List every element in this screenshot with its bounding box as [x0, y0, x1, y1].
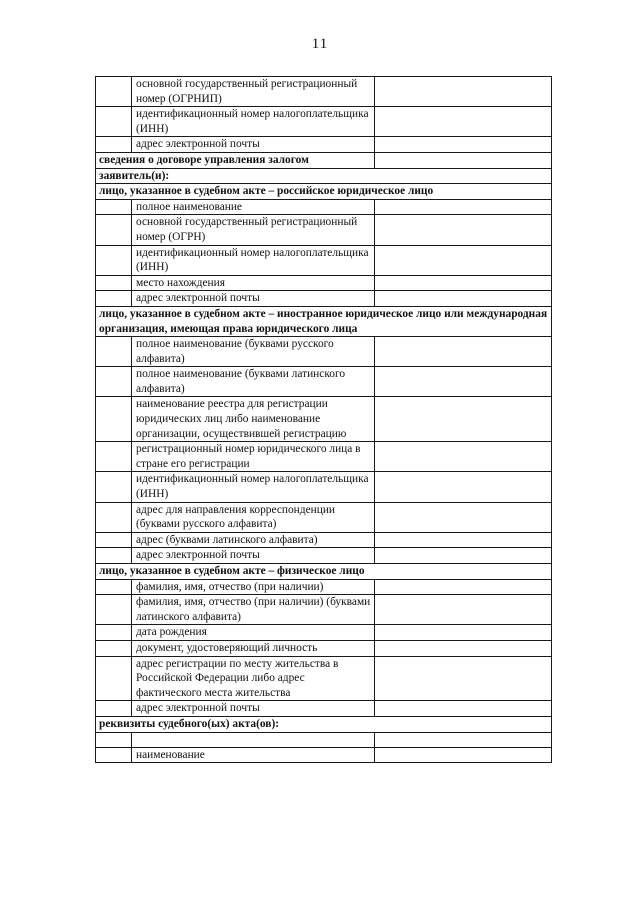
indent-cell	[96, 77, 132, 107]
indent-cell	[96, 747, 132, 763]
field-value-cell[interactable]	[375, 291, 552, 307]
field-label: адрес электронной почты	[132, 137, 375, 153]
section-heading: реквизиты судебного(ых) акта(ов):	[96, 716, 552, 732]
indent-cell	[96, 215, 132, 245]
form-row	[96, 472, 552, 502]
field-label: основной государственный регистрационный номер (ОГРНИП)	[132, 77, 375, 107]
field-value-cell[interactable]	[375, 532, 552, 548]
field-value-cell[interactable]	[375, 107, 552, 137]
indent-cell	[96, 640, 132, 656]
field-label: идентификационный номер налогоплательщика (ИНН)	[132, 107, 375, 137]
field-label: наименование реестра для регистрации юридических лиц либо наименование организации, осуществившей регистрацию	[132, 397, 375, 442]
field-value-cell[interactable]	[375, 656, 552, 701]
field-value-cell[interactable]	[375, 442, 552, 472]
form-row	[96, 137, 552, 153]
field-label: регистрационный номер юридического лица в стране его регистрации	[132, 442, 375, 472]
section-heading-row	[96, 168, 552, 184]
field-label: полное наименование (буквами русского алфавита)	[132, 337, 375, 367]
field-label: идентификационный номер налогоплательщика (ИНН)	[132, 472, 375, 502]
field-value-cell[interactable]	[375, 625, 552, 641]
field-value-cell[interactable]	[375, 747, 552, 763]
field-label: полное наименование (буквами латинского алфавита)	[132, 367, 375, 397]
field-value-cell[interactable]	[375, 77, 552, 107]
indent-cell	[96, 472, 132, 502]
field-label: адрес регистрации по месту жительства в Российской Федерации либо адрес фактического места жительства	[132, 656, 375, 701]
field-value-cell[interactable]	[375, 245, 552, 275]
indent-cell	[96, 548, 132, 564]
section-heading-row	[96, 306, 552, 336]
form-row	[96, 215, 552, 245]
indent-cell	[96, 107, 132, 137]
form-row	[96, 337, 552, 367]
field-label: адрес электронной почты	[132, 548, 375, 564]
field-value-cell[interactable]	[375, 367, 552, 397]
field-value-cell[interactable]	[375, 397, 552, 442]
section-heading-row	[96, 184, 552, 200]
indent-cell	[96, 275, 132, 291]
field-label: адрес (буквами латинского алфавита)	[132, 532, 375, 548]
form-row	[96, 199, 552, 215]
field-label: идентификационный номер налогоплательщика (ИНН)	[132, 245, 375, 275]
form-row	[96, 747, 552, 763]
section-heading-row	[96, 564, 552, 580]
field-value-cell[interactable]	[375, 199, 552, 215]
form-row	[96, 732, 552, 747]
indent-cell	[96, 337, 132, 367]
form-row	[96, 291, 552, 307]
field-value-cell[interactable]	[375, 502, 552, 532]
section-heading: лицо, указанное в судебном акте – иностранное юридическое лицо или международная организация, имеющая права юридического лица	[96, 306, 552, 336]
indent-cell	[96, 137, 132, 153]
form-row	[96, 625, 552, 641]
form-row	[96, 502, 552, 532]
section-heading: сведения о договоре управления залогом	[96, 152, 375, 168]
indent-cell	[96, 442, 132, 472]
indent-cell	[96, 625, 132, 641]
form-row	[96, 532, 552, 548]
field-label: наименование	[132, 747, 375, 763]
indent-cell	[96, 199, 132, 215]
field-label: полное наименование	[132, 199, 375, 215]
indent-cell	[96, 291, 132, 307]
application-form-table	[95, 76, 552, 763]
form-row	[96, 640, 552, 656]
field-value-cell[interactable]	[375, 152, 552, 168]
form-row	[96, 579, 552, 595]
field-value-cell[interactable]	[375, 472, 552, 502]
section-heading-row	[96, 716, 552, 732]
form-row	[96, 245, 552, 275]
indent-cell	[96, 397, 132, 442]
form-row	[96, 701, 552, 717]
field-label: адрес электронной почты	[132, 291, 375, 307]
field-value-cell[interactable]	[375, 579, 552, 595]
field-label: место нахождения	[132, 275, 375, 291]
indent-cell	[96, 656, 132, 701]
indent-cell	[96, 701, 132, 717]
form-row	[96, 367, 552, 397]
field-value-cell[interactable]	[375, 732, 552, 747]
field-label: документ, удостоверяющий личность	[132, 640, 375, 656]
field-label: дата рождения	[132, 625, 375, 641]
form-row	[96, 442, 552, 472]
section-heading-row	[96, 152, 552, 168]
field-value-cell[interactable]	[375, 215, 552, 245]
field-label: адрес электронной почты	[132, 701, 375, 717]
form-row	[96, 595, 552, 625]
indent-cell	[96, 502, 132, 532]
section-heading: заявитель(и):	[96, 168, 552, 184]
field-value-cell[interactable]	[375, 548, 552, 564]
indent-cell	[96, 732, 132, 747]
indent-cell	[96, 532, 132, 548]
field-value-cell[interactable]	[375, 337, 552, 367]
field-label: адрес для направления корреспонденции (буквами русского алфавита)	[132, 502, 375, 532]
field-label: фамилия, имя, отчество (при наличии) (буквами латинского алфавита)	[132, 595, 375, 625]
indent-cell	[96, 367, 132, 397]
form-row	[96, 397, 552, 442]
field-value-cell[interactable]	[375, 275, 552, 291]
indent-cell	[96, 579, 132, 595]
indent-cell	[96, 595, 132, 625]
indent-cell	[96, 245, 132, 275]
form-row	[96, 77, 552, 107]
form-row	[96, 548, 552, 564]
section-heading: лицо, указанное в судебном акте – физическое лицо	[96, 564, 552, 580]
field-value-cell[interactable]	[375, 595, 552, 625]
field-value-cell[interactable]	[375, 137, 552, 153]
form-row	[96, 107, 552, 137]
field-value-cell[interactable]	[375, 701, 552, 717]
section-heading: лицо, указанное в судебном акте – российское юридическое лицо	[96, 184, 552, 200]
field-label: основной государственный регистрационный номер (ОГРН)	[132, 215, 375, 245]
field-label	[132, 732, 375, 747]
page-number: 11	[311, 36, 329, 52]
form-row	[96, 275, 552, 291]
form-row	[96, 656, 552, 701]
field-value-cell[interactable]	[375, 640, 552, 656]
field-label: фамилия, имя, отчество (при наличии)	[132, 579, 375, 595]
